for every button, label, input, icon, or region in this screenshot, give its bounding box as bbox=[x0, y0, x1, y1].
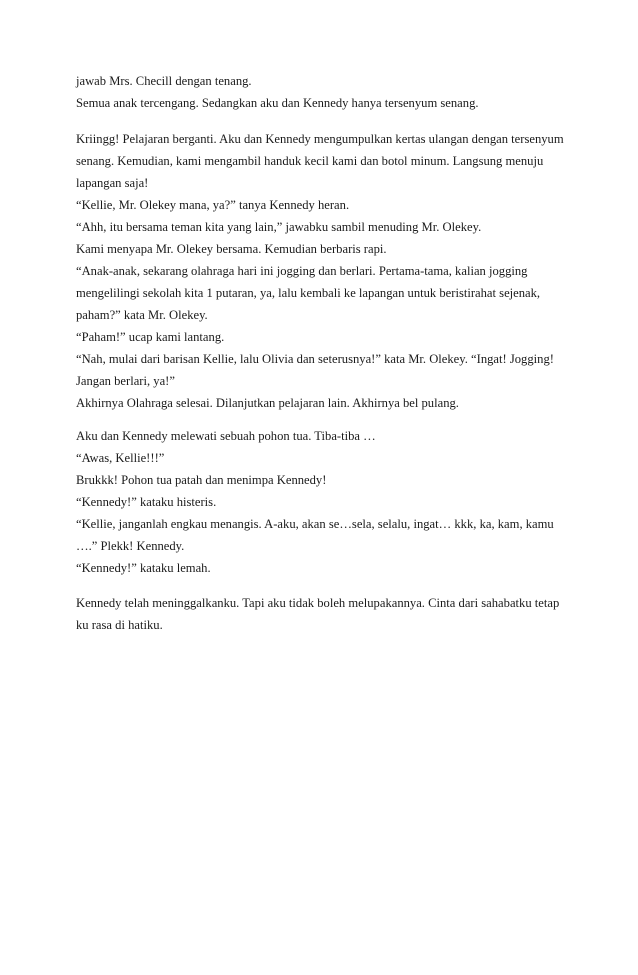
text-line: Kami menyapa Mr. Olekey bersama. Kemudian berbaris rapi. bbox=[76, 242, 387, 256]
text-line: Semua anak tercengang. Sedangkan aku dan Kennedy hanya tersenyum senang. bbox=[76, 96, 479, 110]
paragraph-1 bbox=[76, 70, 576, 114]
text-line: “Awas, Kellie!!!” bbox=[76, 451, 165, 465]
text-line: jawab Mrs. Checill dengan tenang. bbox=[76, 74, 252, 88]
text-line: “Kellie, janganlah engkau menangis. A-aku, akan se…sela, selalu, ingat… kkk, ka, kam, kamu bbox=[76, 517, 554, 531]
text-line: “Paham!” ucap kami lantang. bbox=[76, 330, 225, 344]
text-line: Kennedy telah meninggalkanku. Tapi aku tidak boleh melupakannya. Cinta dari sahabatku tetap bbox=[76, 596, 560, 610]
text-line: senang. Kemudian, kami mengambil handuk kecil kami dan botol minum. Langsung menuju bbox=[76, 154, 544, 168]
text-line: “Anak-anak, sekarang olahraga hari ini jogging dan berlari. Pertama-tama, kalian jogging bbox=[76, 264, 528, 278]
text-line: lapangan saja! bbox=[76, 176, 149, 190]
paragraph-4 bbox=[76, 592, 576, 636]
text-line: Akhirnya Olahraga selesai. Dilanjutkan pelajaran lain. Akhirnya bel pulang. bbox=[76, 396, 459, 410]
text-line: Aku dan Kennedy melewati sebuah pohon tua. Tiba-tiba … bbox=[76, 429, 376, 443]
text-line: ….” Plekk! Kennedy. bbox=[76, 539, 185, 553]
paragraph-2 bbox=[76, 128, 576, 414]
text-line: “Kellie, Mr. Olekey mana, ya?” tanya Kennedy heran. bbox=[76, 198, 350, 212]
text-line: “Nah, mulai dari barisan Kellie, lalu Olivia dan seterusnya!” kata Mr. Olekey. “Ingat! Jogging! bbox=[76, 352, 554, 366]
text-line: “Kennedy!” kataku lemah. bbox=[76, 561, 211, 575]
text-line: Jangan berlari, ya!” bbox=[76, 374, 175, 388]
text-line: mengelilingi sekolah kita 1 putaran, ya, lalu kembali ke lapangan untuk beristirahat sejenak, bbox=[76, 286, 541, 300]
text-line: Brukkk! Pohon tua patah dan menimpa Kennedy! bbox=[76, 473, 327, 487]
text-line: paham?” kata Mr. Olekey. bbox=[76, 308, 208, 322]
text-line: ku rasa di hatiku. bbox=[76, 618, 163, 632]
paragraph-3 bbox=[76, 425, 576, 579]
text-line: “Kennedy!” kataku histeris. bbox=[76, 495, 217, 509]
text-line: “Ahh, itu bersama teman kita yang lain,” jawabku sambil menuding Mr. Olekey. bbox=[76, 220, 482, 234]
text-line: Kriingg! Pelajaran berganti. Aku dan Kennedy mengumpulkan kertas ulangan dengan tersenyum bbox=[76, 132, 564, 146]
